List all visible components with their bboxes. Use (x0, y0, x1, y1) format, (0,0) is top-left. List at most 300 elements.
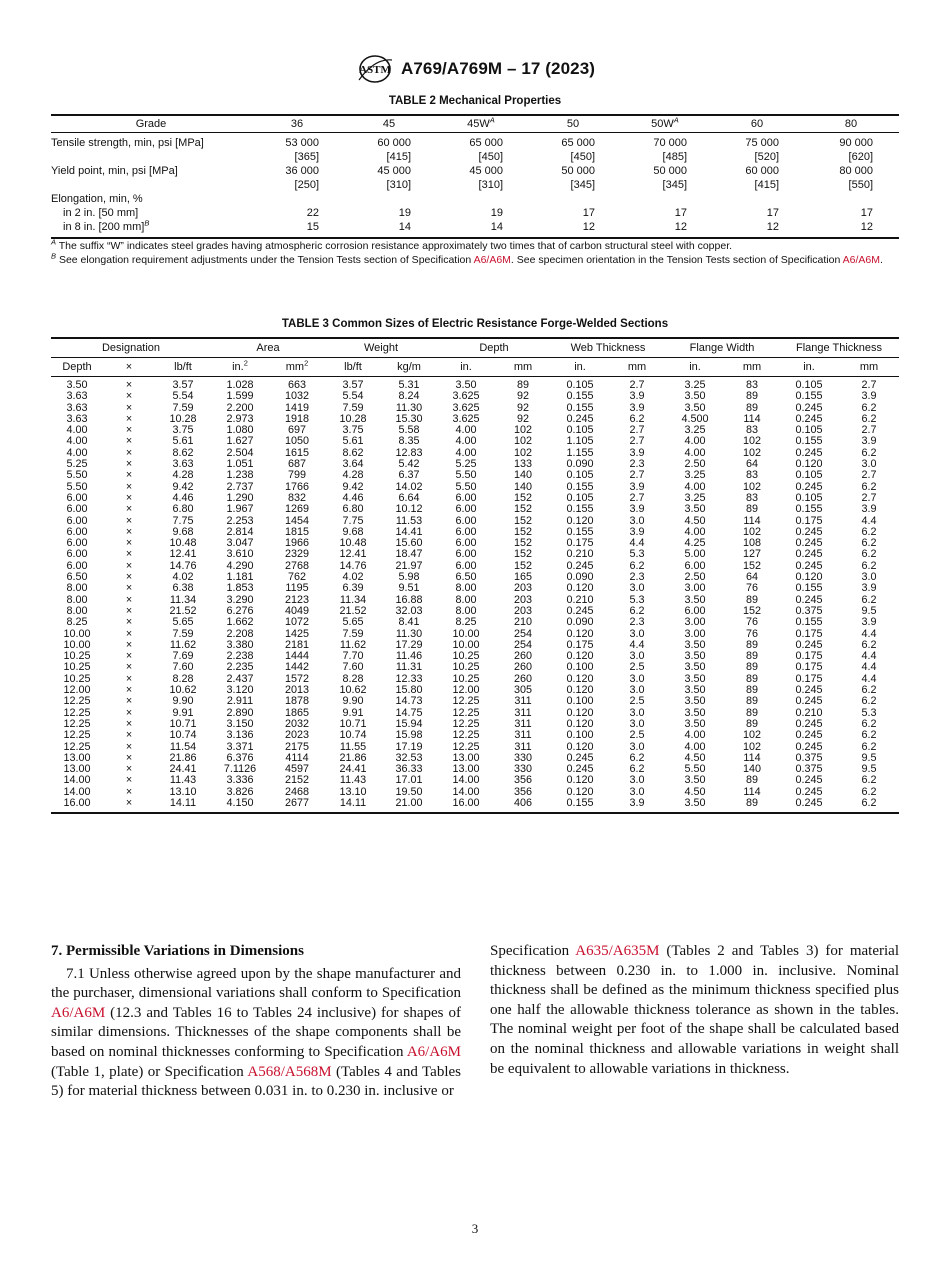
table-cell: 4.46 (342, 491, 364, 504)
table-cell: 10.00 (452, 627, 480, 640)
table-cell: 10.62 (169, 684, 197, 697)
table2-cell: [365] (294, 151, 319, 163)
table-cell: 1.051 (226, 458, 254, 471)
table-cell: 0.155 (795, 616, 823, 629)
table-cell: 0.120 (566, 740, 594, 753)
table-cell: 0.245 (795, 537, 823, 550)
table-cell: 14.11 (339, 796, 367, 809)
column-group-header: Depth (437, 338, 551, 358)
table-cell: 11.43 (169, 774, 197, 787)
table-cell: 7.1126 (223, 763, 257, 776)
table-cell: 0.105 (795, 424, 823, 437)
table-cell: 9.90 (172, 695, 194, 708)
table-cell: 0.245 (795, 412, 823, 425)
table-cell: 3.63 (66, 401, 88, 414)
table-cell: × (125, 435, 133, 448)
table-cell: 3.625 (452, 390, 480, 403)
table-cell: 3.50 (684, 650, 706, 663)
table-cell: 3.9 (629, 525, 645, 538)
document-header (0, 54, 950, 89)
table-cell: 5.58 (398, 424, 420, 437)
table2-row (51, 206, 899, 220)
table-cell: 11.46 (395, 650, 423, 663)
table-cell: 9.5 (861, 751, 877, 764)
table-cell: 0.120 (566, 514, 594, 527)
table-cell: 4.28 (172, 469, 194, 482)
table2-cell: 12 (860, 221, 873, 233)
table-cell: 406 (513, 796, 532, 809)
table-cell: 4.00 (455, 446, 477, 459)
table-cell: 6.00 (684, 559, 706, 572)
table-cell: 9.5 (861, 763, 877, 776)
table-cell: 4.00 (684, 480, 706, 493)
table-cell: 7.59 (172, 627, 194, 640)
table-cell: 2.5 (629, 661, 645, 674)
table-cell: 0.120 (795, 571, 823, 584)
table-cell: 330 (513, 763, 532, 776)
grade-column-header: 50 (527, 115, 619, 133)
table-cell: 92 (516, 412, 529, 425)
table-cell: 9.90 (342, 695, 364, 708)
table-row (51, 504, 899, 515)
table-cell: 102 (742, 435, 761, 448)
table-cell: 7.70 (342, 650, 364, 663)
table2-cell: [415] (754, 179, 779, 191)
table-cell: 4.50 (684, 751, 706, 764)
table2-cell: 17 (860, 207, 873, 219)
table-cell: 6.2 (861, 774, 877, 787)
table-cell: 0.090 (566, 458, 594, 471)
table2-cell: 60 000 (377, 137, 411, 149)
table-cell: 0.175 (795, 514, 823, 527)
table-cell: 14.75 (395, 706, 423, 719)
table-cell: × (125, 379, 133, 391)
table-cell: 2.7 (629, 469, 645, 482)
row-label (51, 150, 251, 164)
table2-cell: 17 (582, 207, 595, 219)
table-row (51, 470, 899, 481)
table-cell: 11.53 (395, 514, 423, 527)
table-cell: 10.48 (339, 537, 367, 550)
table-cell: 2.973 (226, 412, 254, 425)
table-cell: × (125, 412, 133, 425)
table-cell: 2.890 (226, 706, 254, 719)
table-cell: 13.00 (452, 763, 480, 776)
table-cell: 6.00 (455, 491, 477, 504)
table-cell: 12.41 (169, 548, 197, 561)
table-cell: 0.100 (566, 695, 594, 708)
table2-cell (527, 192, 619, 206)
table-cell: 4.00 (66, 435, 88, 448)
row-label: in 8 in. [200 mm]$^B$ (63, 218, 150, 233)
table-cell: 3.380 (226, 638, 254, 651)
table-cell: 3.826 (226, 785, 254, 798)
table-cell: 10.25 (452, 672, 480, 685)
table-cell: 6.2 (861, 717, 877, 730)
table-cell: × (125, 650, 133, 663)
table-cell: 4.4 (861, 514, 877, 527)
table-cell: 2.7 (629, 379, 645, 391)
table-cell: 15.94 (395, 717, 423, 730)
table-cell: 0.245 (566, 763, 594, 776)
table-cell: 6.2 (861, 729, 877, 742)
table-cell: 3.9 (861, 503, 877, 516)
table2-cell: [345] (662, 179, 687, 191)
table-cell: 8.28 (172, 672, 194, 685)
unit-header: in. (437, 358, 495, 377)
table-cell: 102 (513, 424, 532, 437)
table-cell: 14.76 (339, 559, 367, 572)
paragraph-7-1-continued: Specification A635/A635M (Tables 2 and Tables 3) for material thickness between 0.230 in. to 1.000 in. inclusive. Nominal thickness shall be defined as the minimum thickness specified plus one half the allowable thickness tolerance as shown in the tables. The nominal weight per foot of the shape shall be calculated based on the nominal thickness and allowable variations in weight shall be equivalent to allowable variations in thickness. (490, 943, 899, 1077)
table-cell: × (125, 661, 133, 674)
table-cell: 3.63 (66, 390, 88, 403)
table-cell: 3.00 (684, 582, 706, 595)
table-cell: 1425 (284, 627, 310, 640)
table-cell: 0.120 (566, 717, 594, 730)
table-cell: 6.00 (455, 503, 477, 516)
table-cell: 4049 (284, 604, 310, 617)
table-cell: 21.86 (169, 751, 197, 764)
table-cell: 1878 (284, 695, 310, 708)
column-group-header: Web Thickness (551, 338, 665, 358)
table2-cell: 12 (674, 221, 687, 233)
table-cell: 1.105 (566, 435, 594, 448)
table-cell: 89 (516, 379, 529, 391)
table-cell: 9.42 (342, 480, 364, 493)
table-cell: 102 (742, 525, 761, 538)
table2-cell: [620] (848, 151, 873, 163)
table2-cell: 50 000 (653, 165, 687, 177)
table-cell: × (125, 582, 133, 595)
table-cell: 0.175 (795, 661, 823, 674)
table2-row (51, 192, 899, 206)
table-cell: 10.00 (452, 638, 480, 651)
table-cell: 9.68 (342, 525, 364, 538)
table2-cell (251, 192, 343, 206)
table-cell: × (125, 684, 133, 697)
table-cell: 15.98 (395, 729, 423, 742)
table2-mechanical-properties (51, 114, 899, 239)
table-cell: 6.64 (398, 491, 420, 504)
table-cell: 6.2 (629, 604, 645, 617)
table-cell: 2.253 (226, 514, 254, 527)
table-cell: 6.2 (629, 559, 645, 572)
table-cell: 1072 (284, 616, 310, 629)
table-cell: 89 (745, 650, 758, 663)
table-cell: 152 (513, 491, 532, 504)
table-cell: 799 (287, 469, 306, 482)
table-cell: 12.25 (452, 717, 480, 730)
table-cell: 0.245 (795, 559, 823, 572)
grade-column-header: $45W^A$ (435, 115, 527, 133)
table-cell: × (125, 604, 133, 617)
table-cell: 6.50 (455, 571, 477, 584)
table-cell: 3.50 (684, 672, 706, 685)
table-cell: 8.62 (342, 446, 364, 459)
table-cell: 0.100 (566, 661, 594, 674)
table-cell: 133 (513, 458, 532, 471)
table-cell: 4.500 (681, 412, 709, 425)
table2-row (51, 164, 899, 178)
table-cell: 0.245 (795, 695, 823, 708)
table-cell: 14.11 (169, 796, 197, 809)
table-cell: 7.69 (172, 650, 194, 663)
table2-cell: 22 (306, 207, 319, 219)
column-group-header: Weight (325, 338, 437, 358)
table-cell: 6.00 (66, 537, 88, 550)
column-group-header: Designation (51, 338, 211, 358)
table-cell: 24.41 (169, 763, 197, 776)
table-cell: 4597 (284, 763, 310, 776)
table-cell: 5.50 (455, 469, 477, 482)
table-cell: 2.200 (226, 401, 254, 414)
table-cell: 9.51 (398, 582, 420, 595)
unit-header: $mm^2$ (269, 358, 325, 377)
table-cell: 89 (745, 774, 758, 787)
table-cell: 14.00 (63, 774, 91, 787)
table-cell: 6.2 (861, 480, 877, 493)
grade-column-header: 80 (803, 115, 899, 133)
table-cell: 83 (745, 491, 758, 504)
table-cell: 0.120 (566, 774, 594, 787)
table-cell: 2.238 (226, 650, 254, 663)
table-cell: 4.00 (66, 446, 88, 459)
table2-cell: 12 (582, 221, 595, 233)
unit-header: lb/ft (325, 358, 381, 377)
table-cell: 0.245 (795, 480, 823, 493)
table-cell: 14.73 (395, 695, 423, 708)
table-cell: 15.80 (395, 684, 423, 697)
table-cell: 2.911 (226, 695, 254, 708)
table-cell: 4.00 (684, 435, 706, 448)
table2-cell (619, 192, 711, 206)
unit-header: in. (779, 358, 839, 377)
table-cell: 1.662 (226, 616, 254, 629)
table-cell: 3.9 (861, 435, 877, 448)
table-cell: 5.3 (629, 593, 645, 606)
table-cell: 13.00 (63, 751, 91, 764)
table-cell: 3.136 (226, 729, 254, 742)
table-cell: 0.175 (795, 627, 823, 640)
table-cell: 11.62 (169, 638, 197, 651)
link-a6-a6m[interactable]: A6/A6M (473, 254, 511, 266)
table-cell: 7.59 (172, 401, 194, 414)
link-a6-a6m[interactable]: A6/A6M (842, 254, 881, 266)
table-cell: 4.50 (684, 785, 706, 798)
table-cell: 1.627 (226, 435, 254, 448)
unit-header: mm (609, 358, 665, 377)
table-cell: 3.336 (226, 774, 254, 787)
table-cell: 8.24 (398, 390, 420, 403)
table-cell: 6.00 (66, 559, 88, 572)
table-cell: 2.235 (226, 661, 254, 674)
table2-cell: 90 000 (839, 137, 873, 149)
table-cell: 7.59 (342, 401, 364, 414)
table-cell: 203 (513, 593, 532, 606)
table-cell: 3.00 (684, 627, 706, 640)
table2-header-row (51, 115, 899, 133)
table-cell: 7.75 (172, 514, 194, 527)
table-cell: 0.155 (795, 435, 823, 448)
table-cell: 13.00 (63, 763, 91, 776)
table2-cell: [310] (478, 179, 503, 191)
link-a635-a635m[interactable]: A635/A635M (575, 943, 660, 959)
table-cell: × (125, 763, 133, 776)
table2-cell: 14 (490, 221, 503, 233)
table-cell: 89 (745, 796, 758, 809)
table-cell: 13.10 (339, 785, 367, 798)
table-cell: 19.50 (395, 785, 423, 798)
table-cell: 6.80 (342, 503, 364, 516)
table-cell: 0.155 (566, 480, 594, 493)
link-a568-a568m[interactable]: A568/A568M (247, 1063, 332, 1080)
table-cell: 8.28 (342, 672, 364, 685)
table-cell: 3.50 (684, 695, 706, 708)
table-cell: 0.120 (566, 582, 594, 595)
table-cell: 6.2 (861, 796, 877, 809)
table-cell: 3.9 (861, 582, 877, 595)
table2-cell: 53 000 (285, 137, 319, 149)
table-cell: 311 (514, 706, 532, 719)
table3-common-sizes (51, 337, 899, 814)
table-cell: 0.210 (566, 548, 594, 561)
table-cell: 3.50 (684, 390, 706, 403)
table-cell: 6.2 (861, 740, 877, 753)
table-cell: 17.01 (395, 774, 423, 787)
table-cell: 305 (513, 684, 532, 697)
table-cell: 4.4 (861, 627, 877, 640)
table-cell: 10.74 (339, 729, 367, 742)
table-cell: 0.155 (566, 796, 594, 809)
table-cell: 11.43 (339, 774, 367, 787)
unit-header: Depth (51, 358, 103, 377)
table-cell: × (125, 390, 133, 403)
table-cell: 0.245 (795, 729, 823, 742)
table-cell: 11.55 (339, 740, 367, 753)
table-cell: 4.00 (66, 424, 88, 437)
table-cell: 663 (287, 379, 306, 391)
table-cell: 152 (513, 525, 532, 538)
table-cell: × (125, 514, 133, 527)
table-cell: 2032 (284, 717, 310, 730)
table-cell: 3.9 (861, 616, 877, 629)
table-cell: 0.155 (566, 390, 594, 403)
table-cell: 0.245 (795, 401, 823, 414)
row-label: Tensile strength, min, psi [MPa] (51, 137, 204, 149)
table-cell: 2.7 (861, 469, 877, 482)
table-cell: 6.00 (455, 525, 477, 538)
table-cell: 3.50 (684, 706, 706, 719)
table2-cell: 15 (306, 221, 319, 233)
unit-header: in.$^2$ (211, 358, 269, 377)
table-cell: 2.50 (684, 571, 706, 584)
table-cell: 4.02 (342, 571, 364, 584)
table-cell: 8.00 (455, 593, 477, 606)
unit-header: in. (665, 358, 725, 377)
table-cell: 4.4 (629, 638, 645, 651)
table-cell: 17.29 (395, 638, 423, 651)
table-cell: 0.245 (795, 446, 823, 459)
table-cell: 14.00 (63, 785, 91, 798)
table-cell: 3.50 (684, 774, 706, 787)
table2-cell: [310] (386, 179, 411, 191)
table-cell: 4.4 (861, 672, 877, 685)
table-cell: 165 (513, 571, 532, 584)
table-cell: 2.7 (629, 424, 645, 437)
table-cell: 3.610 (226, 548, 254, 561)
table3-unit-header-row (51, 358, 899, 377)
link-a6-a6m[interactable]: A6/A6M (51, 1004, 106, 1021)
table2-cell: 36 000 (285, 165, 319, 177)
table-cell: 15.30 (395, 412, 423, 425)
table-cell: 1572 (284, 672, 310, 685)
table-cell: 1.080 (226, 424, 254, 437)
table-cell: 6.38 (172, 582, 194, 595)
table-cell: 114 (743, 412, 761, 425)
table-cell: 36.33 (395, 763, 423, 776)
table-cell: 6.2 (861, 548, 877, 561)
table-cell: 11.34 (169, 593, 197, 606)
table-cell: 6.00 (66, 525, 88, 538)
table-cell: 10.28 (339, 412, 367, 425)
table-cell: 4.00 (455, 424, 477, 437)
table-cell: 0.210 (566, 593, 594, 606)
table-cell: × (125, 593, 133, 606)
table-cell: 92 (516, 390, 529, 403)
table-cell: 12.25 (63, 717, 91, 730)
link-a6-a6m[interactable]: A6/A6M (406, 1043, 461, 1060)
table-cell: 2.3 (629, 458, 645, 471)
table-cell: 152 (513, 548, 532, 561)
table-cell: 8.25 (66, 616, 88, 629)
table-cell: 2.5 (629, 695, 645, 708)
table-cell: 4.4 (861, 650, 877, 663)
table-cell: 260 (513, 650, 532, 663)
row-label (51, 178, 251, 192)
table-cell: 92 (516, 401, 529, 414)
table-cell: 12.33 (395, 672, 423, 685)
table-cell: 1766 (284, 480, 310, 493)
table-cell: × (125, 729, 133, 742)
table-cell: 5.25 (455, 458, 477, 471)
table-cell: 0.120 (566, 627, 594, 640)
table-cell: 5.31 (398, 379, 420, 391)
table-cell: 76 (745, 627, 758, 640)
table-cell: 8.00 (66, 593, 88, 606)
table-cell: 762 (287, 571, 306, 584)
table-cell: 102 (513, 446, 532, 459)
table-cell: × (125, 559, 133, 572)
table2-caption: TABLE 2 Mechanical Properties (388, 95, 562, 107)
table-cell: 0.175 (795, 650, 823, 663)
table-cell: 3.63 (66, 412, 88, 425)
table-cell: 2.7 (861, 379, 877, 391)
table-cell: 24.41 (339, 763, 367, 776)
table-cell: 6.37 (398, 469, 420, 482)
table-cell: 2.7 (629, 491, 645, 504)
table-cell: 18.47 (395, 548, 423, 561)
table-cell: 89 (745, 401, 758, 414)
table-cell: 102 (742, 740, 761, 753)
table2-cell: [520] (754, 151, 779, 163)
table-cell: 356 (513, 785, 532, 798)
table-cell: 3.50 (684, 796, 706, 809)
table-cell: 15.60 (395, 537, 423, 550)
table-cell: 140 (513, 469, 532, 482)
table-cell: 0.090 (566, 571, 594, 584)
table-cell: 0.105 (566, 424, 594, 437)
table-cell: 0.375 (795, 763, 823, 776)
